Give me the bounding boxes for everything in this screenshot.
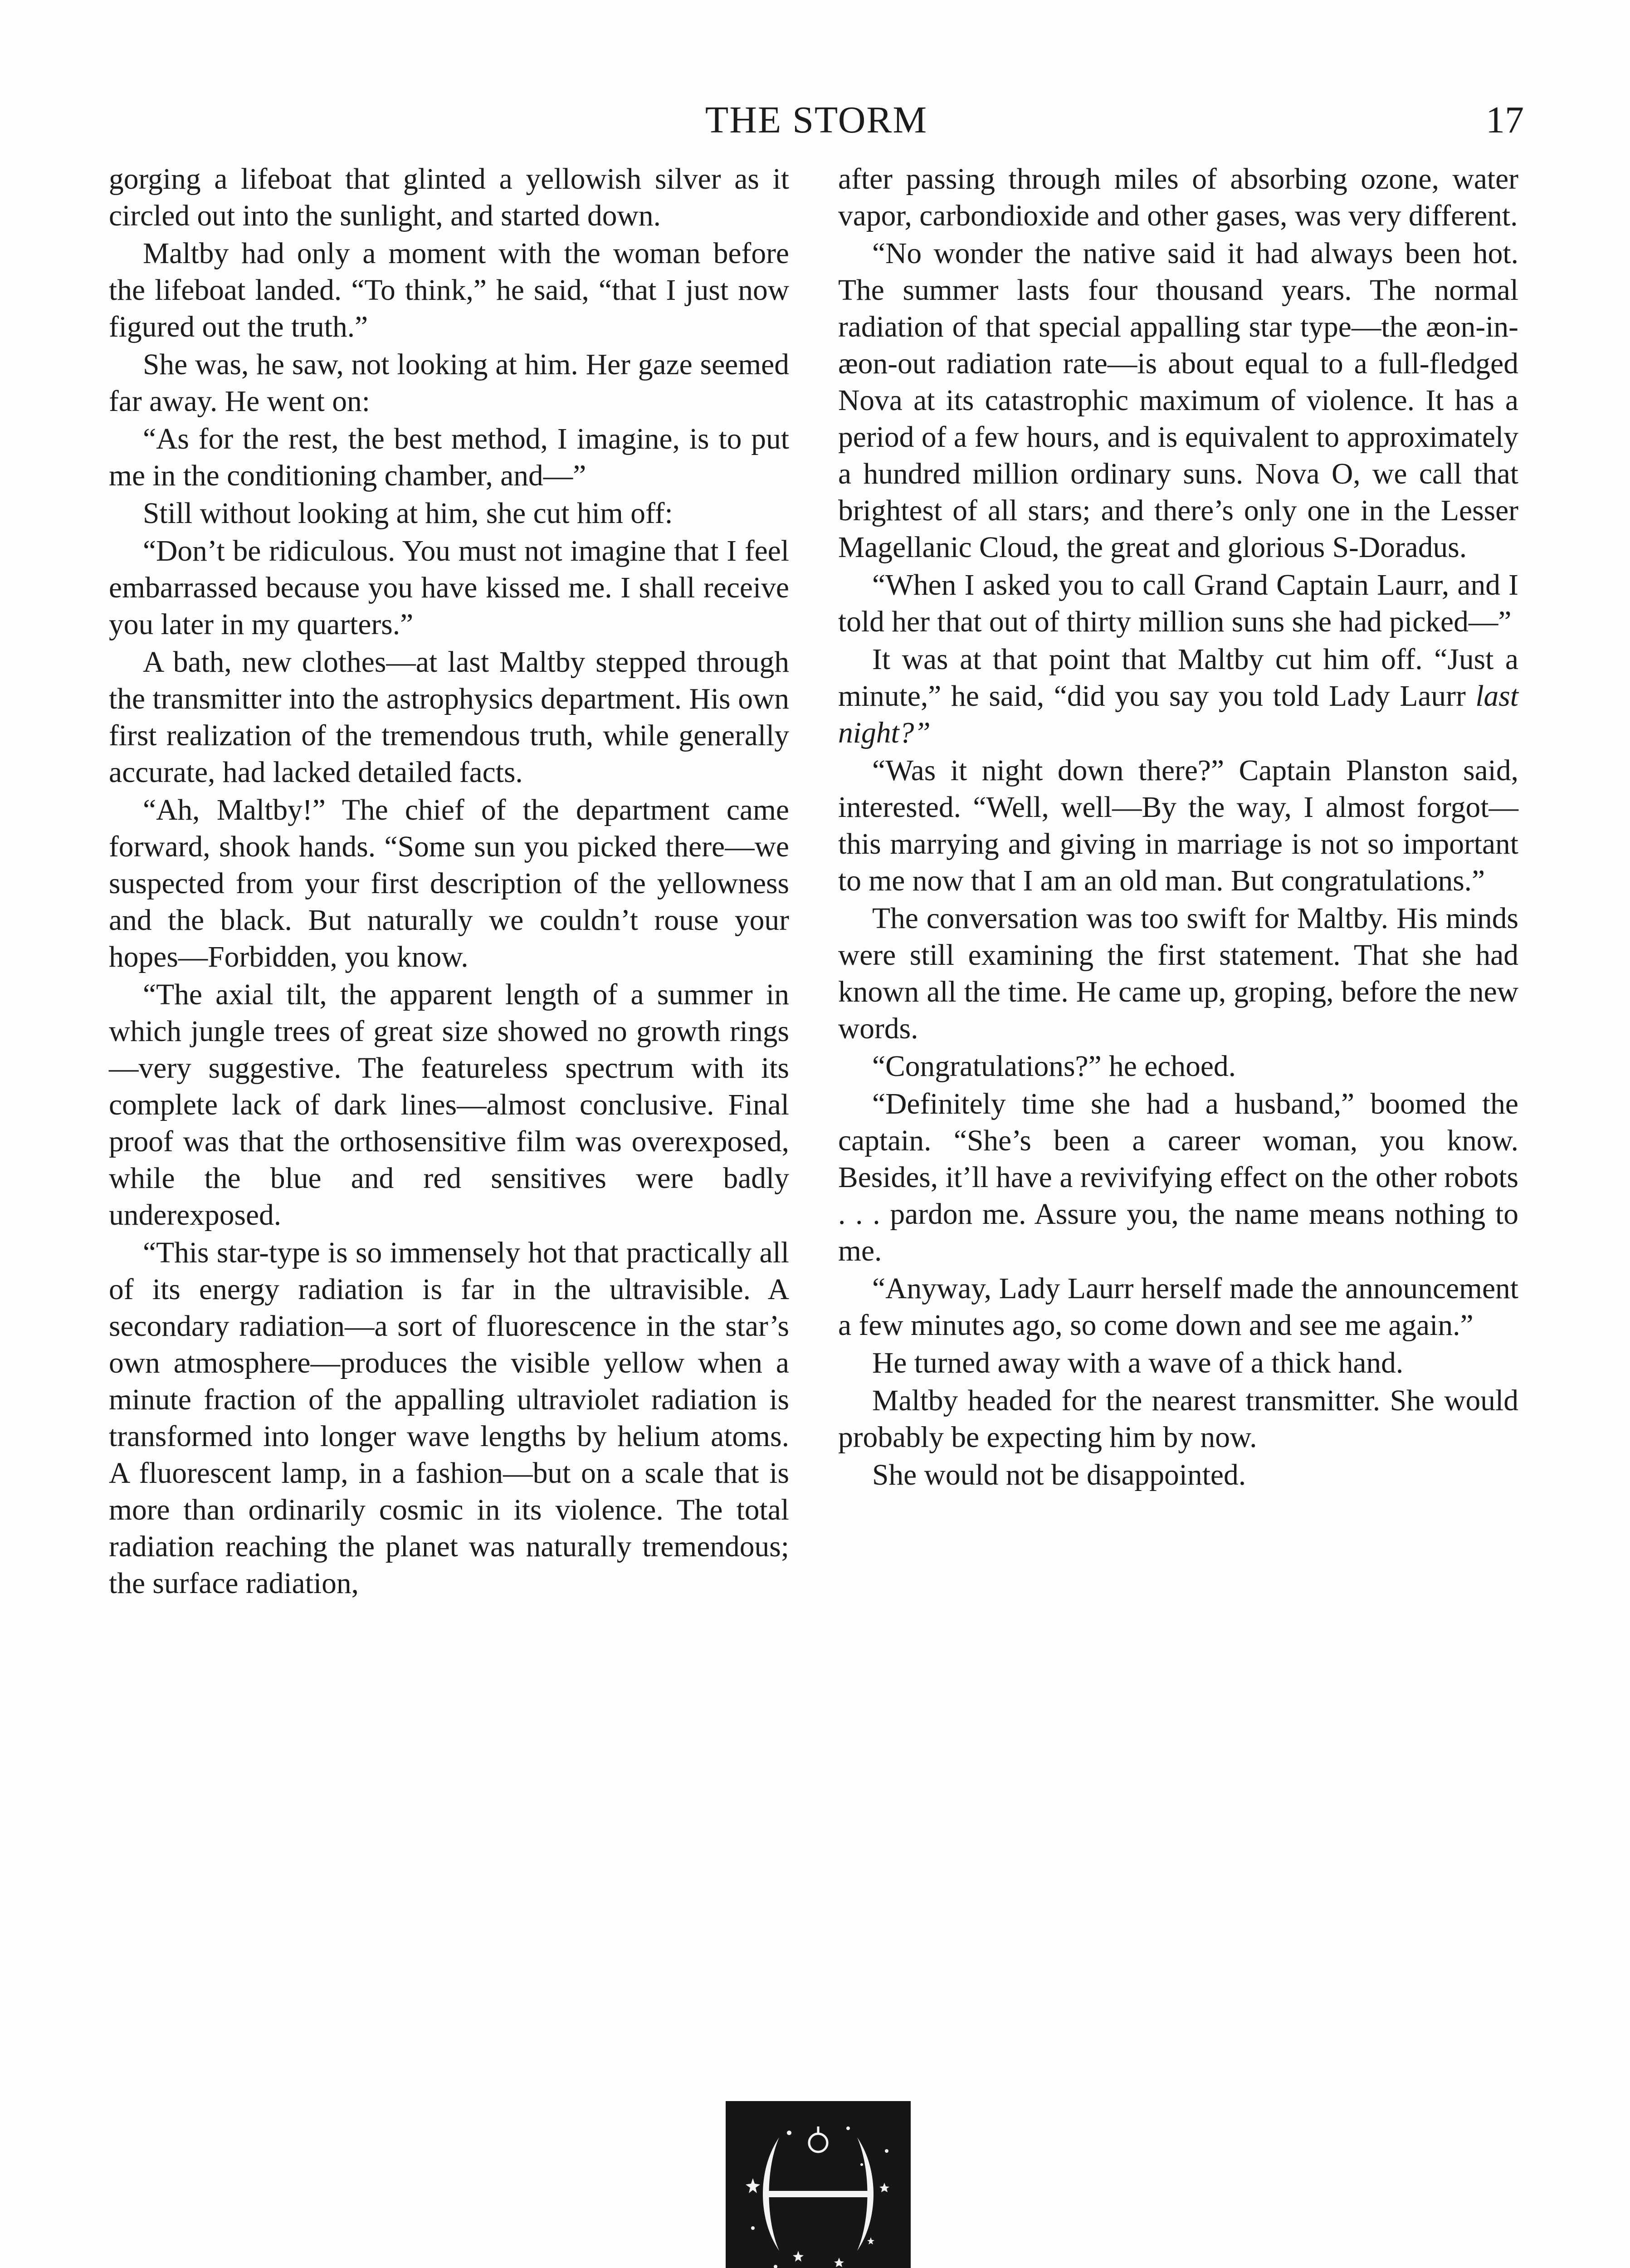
- paragraph: [109, 533, 789, 643]
- paragraph-text: She would not be disappointed.: [872, 1459, 1246, 1491]
- pisces-zodiac-icon: [726, 2101, 911, 2268]
- paragraph: [838, 1345, 1518, 1382]
- paragraph-text: “The axial tilt, the apparent length of a summer in which jungle trees of great size showed no growth rings—very suggestive. The featureless spectrum with its complete lack of dark lines—almost conclusive. Final proof was that the orthosensitive film was overexposed, while the blue and red sensitives were badly underexposed.: [109, 978, 789, 1232]
- right-column: [838, 161, 1518, 1495]
- paragraph: [109, 644, 789, 791]
- paragraph: [838, 900, 1518, 1047]
- paragraph: [838, 641, 1518, 752]
- paragraph-text: “Definitely time she had a husband,” boomed the captain. “She’s been a career woman, you know. Besides, it’ll have a revivifying effect on the other robots . . . pardon me. Assure you, the name means nothing to me.: [838, 1088, 1518, 1267]
- paragraph: [109, 1235, 789, 1602]
- paragraph: [838, 235, 1518, 566]
- paragraph: [838, 753, 1518, 899]
- paragraph-text: “As for the rest, the best method, I imagine, is to put me in the conditioning chamber, and—”: [109, 423, 789, 492]
- paragraph-text: He turned away with a wave of a thick hand.: [872, 1347, 1404, 1379]
- paragraph: [109, 792, 789, 976]
- paragraph-text: “Was it night down there?” Captain Planston said, interested. “Well, well—By the way, I almost forgot—this marrying and giving in marriage is not so important to me now that I am an old man. But congratulations.”: [838, 754, 1518, 897]
- paragraph: [838, 1383, 1518, 1456]
- paragraph-text: “Anyway, Lady Laurr herself made the announcement a few minutes ago, so come down and see me again.”: [838, 1272, 1518, 1342]
- paragraph-text: “This star-type is so immensely hot that practically all of its energy radiation is far in the ultravisible. A secondary radiation—a sort of fluorescence in the star’s own atmosphere—produces the visible yellow when a minute fraction of the appalling ultraviolet radiation is transformed into longer wave lengths by helium atoms. A fluorescent lamp, in a fashion—but on a scale that is more than ordinarily cosmic in its violence. The total radiation reaching the planet was naturally tremendous; the surface radiation,: [109, 1237, 789, 1600]
- paragraph: [109, 421, 789, 494]
- paragraph-text: gorging a lifeboat that glinted a yellowish silver as it circled out into the sunlight, and started down.: [109, 163, 789, 232]
- paragraph: [838, 567, 1518, 640]
- running-title: THE STORM: [705, 99, 928, 141]
- page-number: 17: [1486, 99, 1524, 141]
- paragraph-text: She was, he saw, not looking at him. Her gaze seemed far away. He went on:: [109, 348, 789, 418]
- italic-text: last night?”: [838, 680, 1518, 749]
- paragraph-text: Maltby headed for the nearest transmitter. She would probably be expecting him by now.: [838, 1384, 1518, 1454]
- paragraph-text: Maltby had only a moment with the woman before the lifeboat landed. “To think,” he said, “that I just now figured out the truth.”: [109, 237, 789, 343]
- paragraph: [109, 977, 789, 1234]
- paragraph: [838, 1271, 1518, 1344]
- paragraph: [838, 1048, 1518, 1085]
- left-column: [109, 161, 789, 1603]
- paragraph-text: It was at that point that Maltby cut him off. “Just a minute,” he said, “did you say you told Lady Laurr: [838, 643, 1518, 713]
- paragraph: [838, 161, 1518, 235]
- paragraph: [109, 235, 789, 346]
- paragraph-text: A bath, new clothes—at last Maltby stepped through the transmitter into the astrophysics department. His own first realization of the tremendous truth, while generally accurate, had lacked detailed facts.: [109, 646, 789, 789]
- paragraph-text: “No wonder the native said it had always been hot. The summer lasts four thousand years. The normal radiation of that special appalling star type—the æon-in-æon-out radiation rate—is about equal to a full-fledged Nova at its catastrophic maximum of violence. It has a period of a few hours, and is equivalent to approximately a hundred million ordinary suns. Nova O, we call that brightest of all stars; and there’s only one in the Lesser Magellanic Cloud, the great and glorious S-Doradus.: [838, 237, 1518, 564]
- paragraph-text: Still without looking at him, she cut him off:: [143, 497, 673, 530]
- paragraph: [109, 495, 789, 532]
- paragraph-text: “Don’t be ridiculous. You must not imagine that I feel embarrassed because you have kissed me. I shall receive you later in my quarters.”: [109, 535, 789, 641]
- paragraph-text: “Ah, Maltby!” The chief of the department came forward, shook hands. “Some sun you picked there—we suspected from your first description of the yellowness and the black. But naturally we couldn’t rouse your hopes—Forbidden, you know.: [109, 794, 789, 973]
- paragraph: [838, 1457, 1518, 1494]
- running-head: [109, 93, 1524, 147]
- paragraph: [838, 1086, 1518, 1270]
- paragraph: [109, 347, 789, 420]
- paragraph-text: after passing through miles of absorbing ozone, water vapor, carbondioxide and other gases, was very different.: [838, 163, 1518, 232]
- paragraph-text: “When I asked you to call Grand Captain Laurr, and I told her that out of thirty million suns she had picked—”: [838, 569, 1518, 638]
- paragraph: [109, 161, 789, 235]
- paragraph-text: “Congratulations?” he echoed.: [872, 1050, 1236, 1083]
- paragraph-text: The conversation was too swift for Maltby. His minds were still examining the first statement. That she had known all the time. He came up, groping, before the new words.: [838, 902, 1518, 1045]
